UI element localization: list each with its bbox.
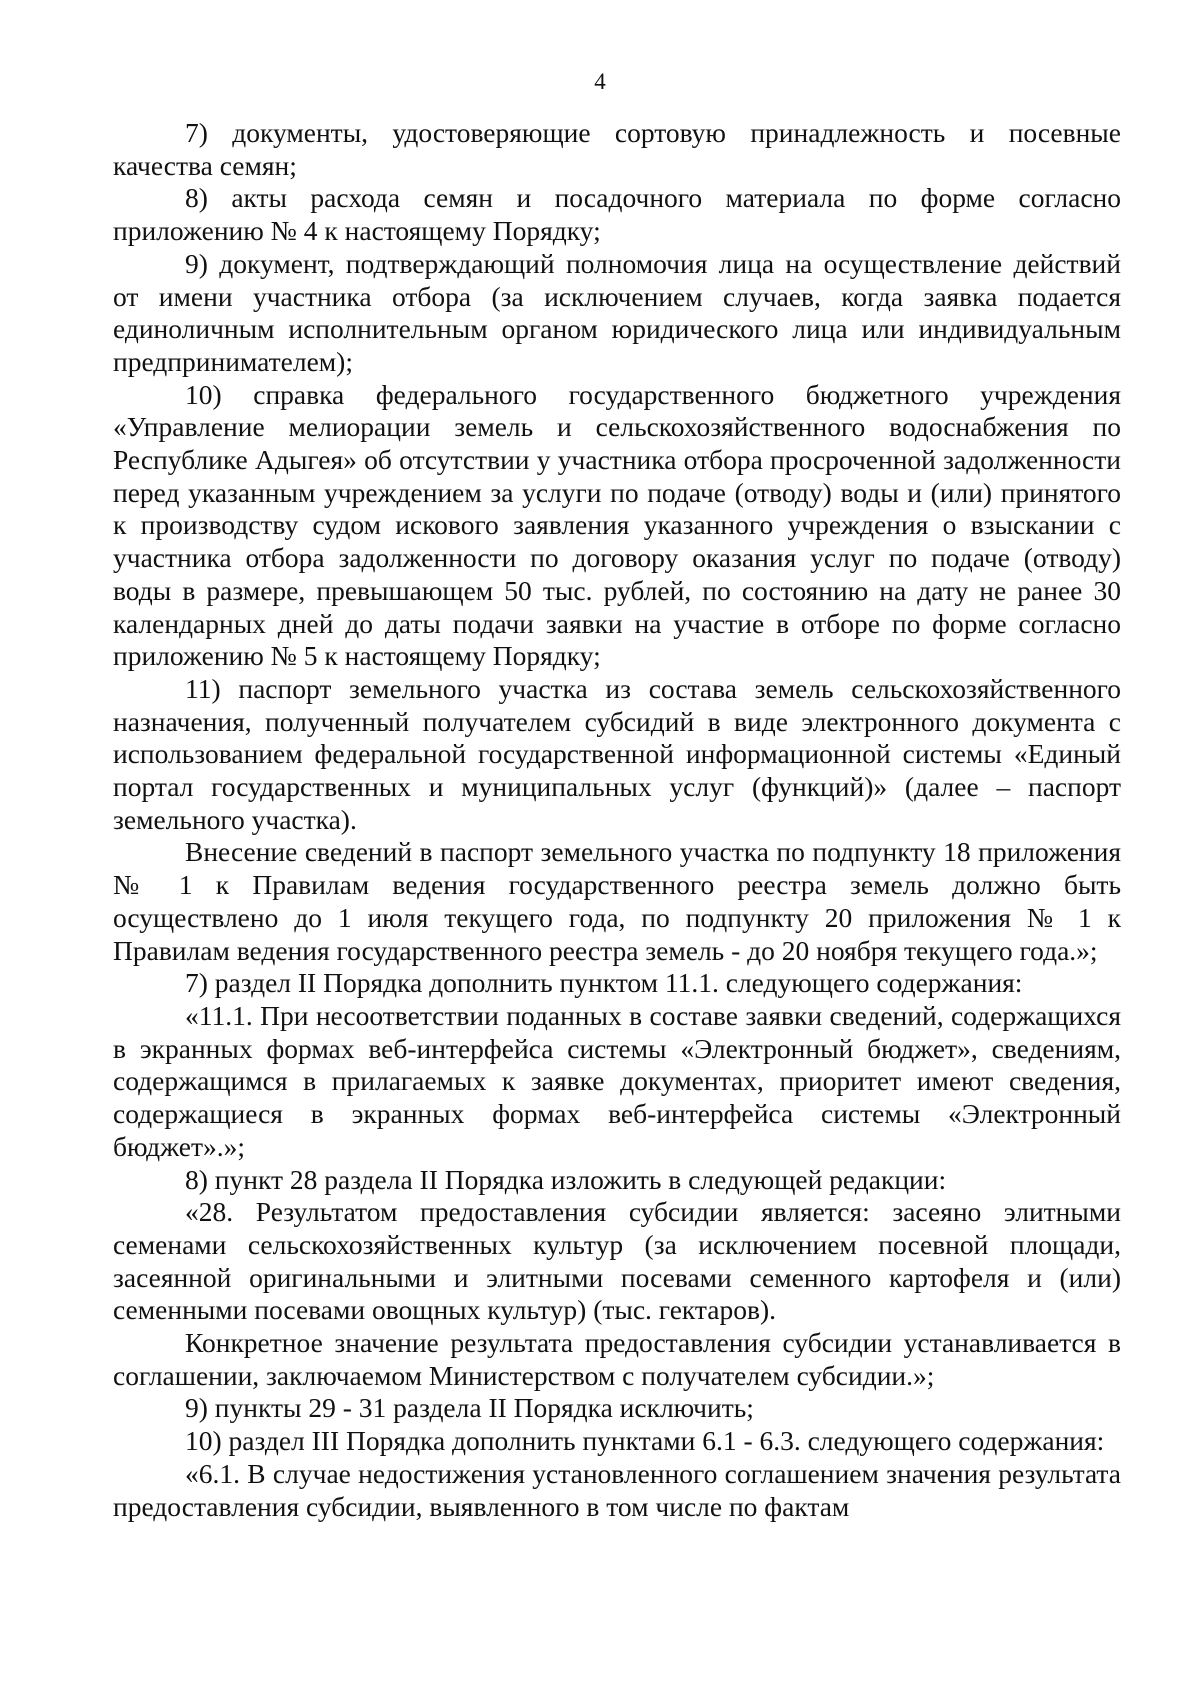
page-number: 4 <box>594 69 606 94</box>
paragraph-item-7: 7) документы, удостоверяющие сортовую принадлежность и посевные качества семян; <box>113 117 1121 181</box>
paragraph-clause-6-1: «6.1. В случае недостижения установленного соглашением значения результата предоставления субсидии, выявленного в том числе по фактам <box>113 1457 1121 1522</box>
paragraph-item-8: 8) акты расхода семян и посадочного материала по форме согласно приложению № 4 к настоящему Порядку; <box>113 182 1121 247</box>
paragraph-item-11: 11) паспорт земельного участка из состава земель сельскохозяйственного назначения, полученный получателем субсидий в виде электронного документа с использованием федеральной государственной информационной системы «Единый портал государственных и муниципальных услуг (функций)» (далее – паспорт земельного участка). <box>113 672 1121 835</box>
paragraph-clause-28: «28. Результатом предоставления субсидии является: засеяно элитными семенами сельскохозяйственных культур (за исключением посевной площади, засеянной оригинальными и элитными посевами семенного картофеля и (или) семенными посевами овощных культур) (тыс. гектаров). <box>113 1196 1121 1326</box>
paragraph-amendment-10: 10) раздел III Порядка дополнить пунктами 6.1 - 6.3. следующего содержания: <box>185 1425 1105 1457</box>
paragraph-land-passport-note: Внесение сведений в паспорт земельного участка по подпункту 18 приложения № 1 к Правилам ведения государственного реестра земель должно быть осуществлено до 1 июля текущего года, по подпункту 20 приложения № 1 к Правилам ведения государственного реестра земель - до 20 ноября текущего года.»; <box>113 836 1121 966</box>
document-body <box>113 117 1121 1523</box>
paragraph-amendment-9: 9) пункты 29 - 31 раздела II Порядка исключить; <box>185 1392 754 1424</box>
paragraph-amendment-7: 7) раздел II Порядка дополнить пунктом 11.1. следующего содержания: <box>185 967 1023 999</box>
paragraph-amendment-8: 8) пункт 28 раздела II Порядка изложить в следующей редакции: <box>185 1163 947 1195</box>
paragraph-result-value: Конкретное значение результата предоставления субсидии устанавливается в соглашении, заключаемом Министерством с получателем субсидии.»; <box>113 1327 1121 1391</box>
paragraph-item-9: 9) документ, подтверждающий полномочия лица на осуществление действий от имени участника отбора (за исключением случаев, когда заявка подается единоличным исполнительным органом юридического лица или индивидуальным предпринимателем); <box>113 247 1121 377</box>
paragraph-clause-11-1: «11.1. При несоответствии поданных в составе заявки сведений, содержащихся в экранных формах веб-интерфейса системы «Электронный бюджет», сведениям, содержащимся в прилагаемых к заявке документах, приоритет имеют сведения, содержащиеся в экранных формах веб-интерфейса системы «Электронный бюджет».»; <box>113 999 1121 1162</box>
paragraph-item-10: 10) справка федерального государственного бюджетного учреждения «Управление мелиорации земель и сельскохозяйственного водоснабжения по Республике Адыгея» об отсутствии у участника отбора просроченной задолженности перед указанным учреждением за услуги по подаче (отводу) воды и (или) принятого к производству судом искового заявления указанного учреждения о взыскании с участника отбора задолженности по договору оказания услуг по подаче (отводу) воды в размере, превышающем 50 тыс. рублей, по состоянию на дату не ранее 30 календарных дней до даты подачи заявки на участие в отборе по форме согласно приложению № 5 к настоящему Порядку; <box>113 378 1121 672</box>
